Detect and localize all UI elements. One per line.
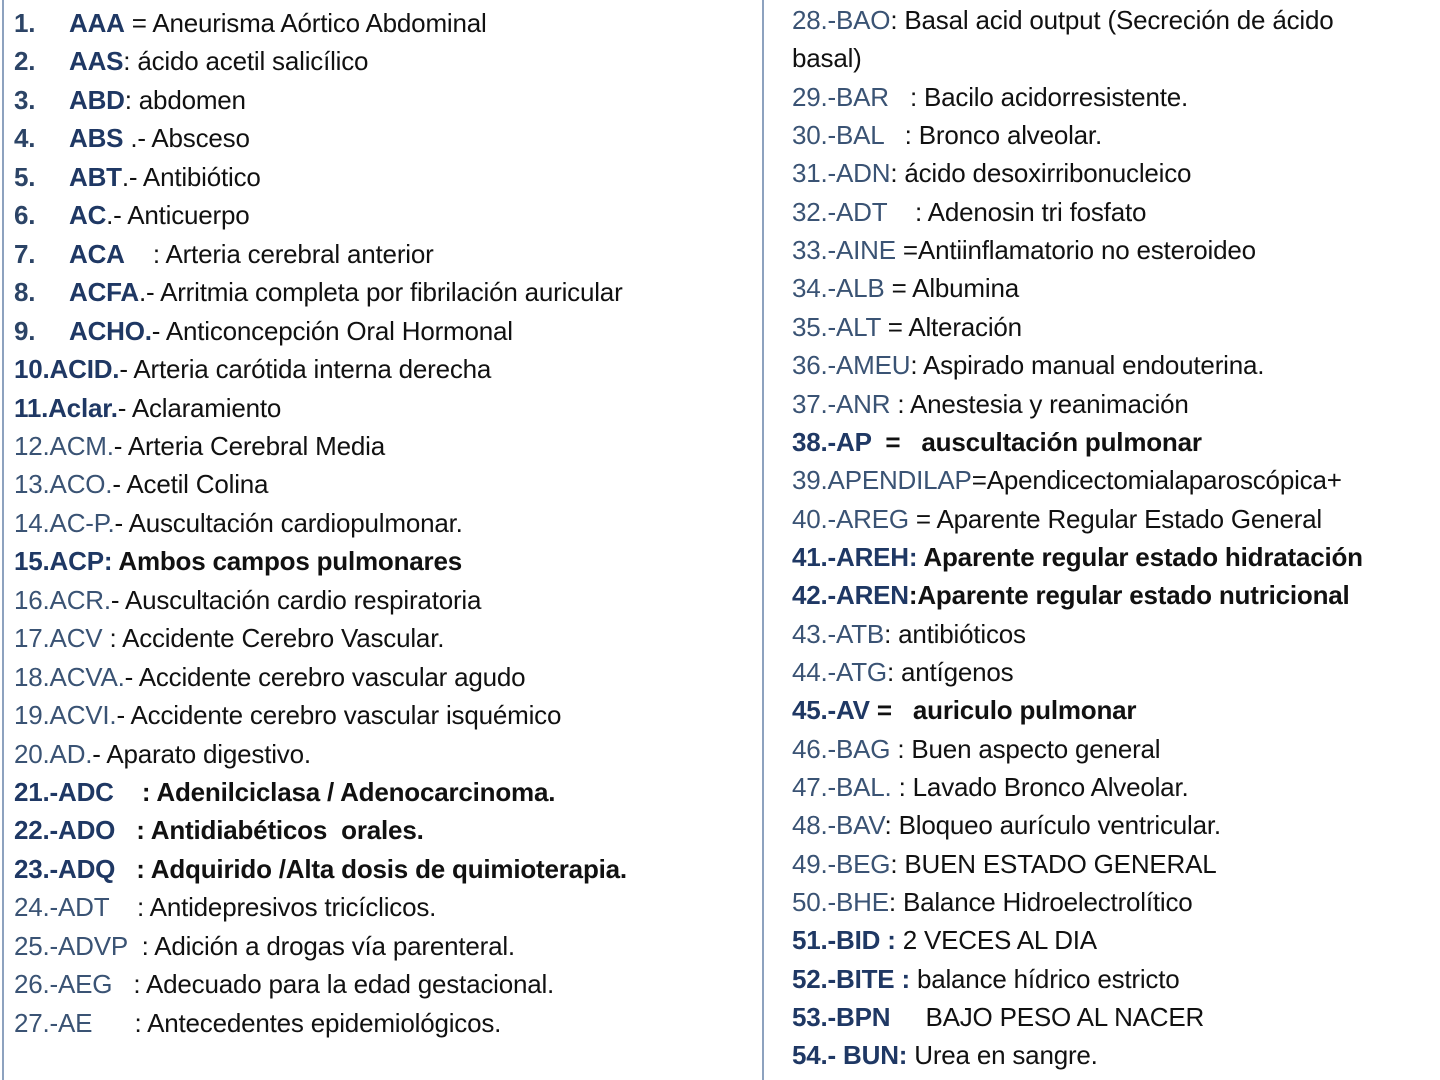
separator: : (888, 887, 903, 918)
separator: : (112, 969, 147, 1000)
item-number: 7. (14, 238, 36, 269)
separator: : (884, 810, 899, 841)
abbreviation: AINE (836, 235, 896, 266)
abbreviation: ACA (69, 238, 125, 269)
separator: : (115, 815, 151, 846)
abbreviation-item (792, 350, 1264, 380)
definition: Auscultación cardiopulmonar. (128, 507, 463, 538)
item-number: 33.- (792, 235, 837, 266)
definition: Alteración (908, 311, 1022, 342)
separator (896, 925, 903, 955)
separator: : (890, 848, 905, 879)
item-number: 43.- (792, 618, 837, 649)
definition: Bacilo acidorresistente. (924, 81, 1189, 112)
separator: .- (121, 161, 143, 192)
definition: antígenos (901, 656, 1014, 687)
abbreviation-item (14, 892, 436, 922)
abbreviation: ADT (58, 892, 109, 923)
abbreviation: BHE (836, 887, 889, 918)
abbreviation-item (14, 200, 250, 230)
item-number: 38.- (792, 426, 837, 457)
abbreviation: BAL (836, 120, 884, 151)
definition: Antiinflamatorio no esteroideo (917, 235, 1256, 266)
item-number: 18. (14, 661, 50, 692)
separator: - (119, 354, 134, 385)
item-number: 8. (14, 277, 36, 308)
separator: : (127, 930, 155, 961)
abbreviation: ACVI. (49, 700, 117, 731)
separator: : (108, 892, 150, 923)
separator: - (113, 430, 128, 461)
abbreviation: ABS (69, 123, 124, 154)
item-number: 36.- (792, 350, 837, 381)
abbreviation-item (792, 657, 1013, 687)
abbreviation-item (792, 43, 862, 73)
abbreviation-item (792, 82, 1188, 112)
abbreviation-item (14, 969, 554, 999)
separator: - (116, 700, 131, 731)
abbreviation-item (792, 465, 1342, 495)
separator: : (113, 777, 157, 807)
abbreviation-item (14, 393, 281, 423)
abbreviation: ADVP (58, 930, 128, 961)
separator: .- (123, 123, 152, 154)
definition: Antidiabéticos orales. (150, 815, 424, 846)
abbreviation-item (14, 277, 623, 307)
item-number: 51.- (792, 925, 837, 956)
item-number: 49.- (792, 848, 837, 879)
item-number: 45.- (792, 695, 837, 726)
item-number: 9. (14, 315, 36, 346)
item-number: 27.- (14, 1007, 59, 1038)
separator: : (124, 84, 139, 115)
definition: Aclaramiento (131, 392, 282, 423)
item-number: 16. (14, 584, 50, 615)
abbreviation: AE (58, 1007, 93, 1038)
separator: : (92, 1007, 148, 1038)
abbreviation: BAV (836, 810, 885, 841)
abbreviation-item (792, 5, 1333, 35)
separator: - (112, 469, 127, 500)
abbreviation-item (792, 619, 1026, 649)
abbreviation: AD. (49, 738, 93, 769)
abbreviation-item (792, 389, 1189, 419)
item-number: 30.- (792, 120, 837, 151)
item-number: 21.- (14, 777, 59, 807)
abbreviation: AV (836, 695, 870, 726)
abbreviation-item (792, 120, 1102, 150)
abbreviation-item (14, 354, 491, 384)
definition: Aparato digestivo. (106, 738, 311, 769)
abbreviation-item (792, 810, 1221, 840)
item-number: 24.- (14, 892, 59, 923)
definition: Balance Hidroelectrolítico (902, 887, 1193, 918)
abbreviation: AC-P. (49, 507, 115, 538)
separator: : (883, 120, 919, 151)
item-number: 29.- (792, 81, 837, 112)
abbreviation: BAR (836, 81, 889, 112)
item-number: 26.- (14, 969, 59, 1000)
abbreviation-item (14, 469, 268, 499)
abbreviation: AREG (836, 503, 909, 534)
abbreviation-item (792, 504, 1322, 534)
abbreviation: BEG (836, 848, 891, 879)
separator: : (884, 618, 899, 649)
abbreviation: Aclar. (48, 392, 118, 423)
item-number: 5. (14, 161, 36, 192)
separator: .- (106, 200, 128, 231)
abbreviation-item (14, 316, 513, 346)
separator: : (890, 5, 905, 35)
abbreviation: ACO. (49, 469, 113, 500)
abbreviation-item (792, 1040, 1098, 1070)
abbreviation: ATG (836, 656, 887, 687)
separator (890, 1002, 925, 1032)
abbreviation-item (14, 123, 250, 153)
definition: Auscultación cardio respiratoria (124, 584, 482, 615)
item-number: 35.- (792, 311, 837, 342)
abbreviation: APENDILAP (827, 465, 972, 496)
item-number: 25.- (14, 930, 59, 961)
abbreviation-item (14, 777, 555, 807)
item-number: 34.- (792, 273, 837, 304)
abbreviation: ANR (836, 388, 891, 419)
item-number: 14. (14, 507, 50, 538)
separator: : (123, 46, 138, 77)
abbreviation-item (14, 8, 487, 38)
separator: - (124, 661, 139, 692)
separator: : (890, 733, 912, 764)
abbreviation: ACM. (49, 430, 114, 461)
definition: Adecuado para la edad gestacional. (146, 969, 555, 1000)
separator: : (886, 196, 928, 227)
definition: auscultación pulmonar (921, 426, 1202, 457)
abbreviation-item (14, 931, 515, 961)
definition: 2 VECES AL DIA (902, 925, 1097, 956)
separator (910, 964, 917, 994)
definition: Accidente Cerebro Vascular. (122, 623, 445, 654)
definition: Acetil Colina (126, 469, 269, 500)
separator: = (880, 311, 909, 342)
abbreviation-item (14, 700, 561, 730)
item-number: 23.- (14, 853, 59, 884)
abbreviation-item (14, 585, 481, 615)
abbreviation: BAL. (836, 772, 892, 802)
separator: - (117, 392, 132, 423)
item-number: 31.- (792, 158, 837, 189)
abbreviation-item (14, 623, 444, 653)
definition: Antidepresivos tricíclicos. (149, 892, 437, 923)
separator: : (124, 238, 166, 269)
definition: Aparente regular estado hidratación (923, 541, 1363, 572)
abbreviation: ACFA (69, 277, 139, 308)
abbreviation-item (792, 273, 1019, 303)
definition: Basal acid output (Secreción de ácido (904, 5, 1334, 35)
definition: Arritmia completa por fibrilación auricular (160, 277, 623, 308)
abbreviation-item (14, 85, 246, 115)
abbreviation-item (792, 158, 1191, 188)
abbreviation-item (792, 887, 1193, 917)
item-number: 3. (14, 84, 36, 115)
separator: = (124, 8, 153, 38)
abbreviation: ACHO. (69, 315, 152, 346)
definition: antibióticos (898, 618, 1026, 649)
separator: - (92, 738, 107, 769)
item-number: 47.- (792, 772, 837, 802)
separator: = (971, 465, 987, 496)
abbreviation-item (792, 964, 1180, 994)
abbreviation: BID : (836, 925, 896, 956)
abbreviation-item (792, 197, 1146, 227)
item-number: 12. (14, 430, 50, 461)
definition: Adenosin tri fosfato (927, 196, 1147, 227)
separator: = (871, 426, 922, 457)
item-number: 13. (14, 469, 50, 500)
abbreviation-item (14, 854, 627, 884)
item-number: 52.- (792, 963, 837, 994)
item-number: 50.- (792, 887, 837, 918)
abbreviation: AREH: (836, 541, 918, 572)
definition: ácido acetil salicílico (137, 46, 369, 77)
abbreviation: ADQ (58, 853, 116, 884)
definition: Arteria Cerebral Media (127, 430, 385, 461)
abbreviation: ABT (69, 161, 122, 192)
definition: Arteria cerebral anterior (165, 238, 434, 269)
abbreviation: BPN (836, 1002, 891, 1033)
abbreviation-item (792, 542, 1363, 572)
definition: Lavado Bronco Alveolar. (912, 772, 1189, 802)
item-number: 44.- (792, 656, 837, 687)
definition: Aparente regular estado nutricional (917, 580, 1350, 611)
separator: : (908, 580, 918, 611)
item-number: 53.- (792, 1002, 837, 1033)
definition: ácido desoxirribonucleico (904, 158, 1192, 189)
abbreviation: AEG (58, 969, 113, 1000)
separator: .- (138, 277, 161, 308)
definition: BUEN ESTADO GENERAL (904, 848, 1217, 879)
item-number: 32.- (792, 196, 837, 227)
definition: Adquirido /Alta dosis de quimioterapia. (150, 853, 627, 884)
definition: Aparente Regular Estado General (936, 503, 1323, 534)
separator: - (151, 315, 166, 346)
abbreviation: AMEU (836, 350, 911, 381)
separator: = (895, 235, 918, 266)
item-number: 39. (792, 465, 828, 496)
item-number: 37.- (792, 388, 837, 419)
item-number: 41.- (792, 541, 837, 572)
definition: Bronco alveolar. (918, 120, 1102, 151)
abbreviation-item (14, 431, 385, 461)
separator: : (115, 853, 151, 884)
separator: : (891, 772, 913, 802)
definition: Antibiótico (142, 161, 261, 192)
abbreviation: ALT (836, 311, 881, 342)
abbreviation-item (14, 739, 311, 769)
definition: Urea en sangre. (914, 1040, 1098, 1071)
abbreviation: ACP: (49, 546, 113, 577)
abbreviation: ACR. (49, 584, 111, 615)
item-number: 42.- (792, 580, 837, 611)
abbreviation: ADN (836, 158, 891, 189)
abbreviation-item (792, 580, 1350, 610)
definition: Adición a drogas vía parenteral. (154, 930, 515, 961)
separator: : (910, 350, 923, 381)
abbreviation: AC (69, 200, 107, 231)
item-number: 22.- (14, 815, 59, 846)
abbreviation-item (14, 508, 463, 538)
definition: abdomen (138, 84, 246, 115)
definition: Apendicectomialaparoscópica+ (986, 465, 1342, 496)
abbreviation: BAO (836, 5, 891, 35)
definition: basal) (792, 43, 862, 74)
abbreviation-item (14, 815, 424, 845)
abbreviation: ALB (836, 273, 885, 304)
item-number: 6. (14, 200, 36, 231)
abbreviation-item (792, 925, 1097, 955)
abbreviation: AP (836, 426, 872, 457)
definition: Aspirado manual endouterina. (922, 350, 1265, 381)
abbreviation: BUN: (836, 1040, 908, 1071)
separator: : (886, 656, 901, 687)
abbreviation-item (792, 235, 1256, 265)
definition: Arteria carótida interna derecha (133, 354, 492, 385)
abbreviation-item (14, 162, 261, 192)
separator: = (884, 273, 913, 304)
abbreviation-item (14, 1008, 501, 1038)
definition: Albumina (912, 273, 1019, 304)
abbreviation: AAS (69, 46, 124, 77)
definition: Anticuerpo (127, 200, 250, 231)
abbreviation: BITE : (836, 963, 910, 994)
item-number: 2. (14, 46, 36, 77)
abbreviation-item (14, 662, 525, 692)
separator: - (110, 584, 125, 615)
item-number: 54.- (792, 1040, 837, 1071)
abbreviation: ACID. (49, 354, 120, 385)
definition: Anticoncepción Oral Hormonal (165, 315, 513, 346)
abbreviation: AREN (836, 580, 909, 611)
item-number: 28.- (792, 5, 837, 35)
item-number: 48.- (792, 810, 837, 841)
definition: Buen aspecto general (911, 733, 1161, 764)
item-number: 10. (14, 354, 50, 385)
separator: : (102, 623, 123, 654)
abbreviation: ABD (69, 84, 125, 115)
separator: - (114, 507, 129, 538)
definition: Aneurisma Aórtico Abdominal (152, 8, 487, 38)
definition: Ambos campos pulmonares (118, 546, 462, 577)
item-number: 17. (14, 623, 50, 654)
item-number: 15. (14, 546, 50, 577)
definition: auriculo pulmonar (912, 695, 1137, 726)
abbreviation: ADT (836, 196, 887, 227)
abbreviation: ACVA. (49, 661, 125, 692)
separator: : (890, 158, 905, 189)
definition: balance hídrico estricto (916, 963, 1180, 994)
separator: : (888, 81, 925, 112)
separator: = (869, 695, 913, 726)
definition: Accidente cerebro vascular agudo (138, 661, 526, 692)
abbreviation-item (14, 546, 462, 576)
abbreviation-item (792, 695, 1136, 725)
definition: Accidente cerebro vascular isquémico (130, 700, 562, 731)
abbreviation: AAA (69, 8, 125, 38)
item-number: 19. (14, 700, 50, 731)
abbreviation-item (14, 239, 434, 269)
separator: = (908, 503, 937, 534)
definition: Adenilciclasa / Adenocarcinoma. (156, 777, 556, 807)
definition: Absceso (151, 123, 250, 154)
abbreviation: BAG (836, 733, 891, 764)
definition: BAJO PESO AL NACER (925, 1002, 1205, 1033)
item-number: 1. (14, 8, 36, 38)
left-column (2, 0, 764, 1080)
abbreviation-item (792, 1002, 1204, 1032)
definition: Antecedentes epidemiológicos. (147, 1007, 502, 1038)
abbreviation: ADC (58, 777, 114, 807)
abbreviation: ACV (49, 623, 103, 654)
abbreviation-item (14, 46, 368, 76)
item-number: 4. (14, 123, 36, 154)
abbreviation: ADO (58, 815, 116, 846)
abbreviation-item (792, 734, 1160, 764)
abbreviation-item (792, 312, 1022, 342)
definition: Anestesia y reanimación (909, 388, 1189, 419)
item-number: 46.- (792, 733, 837, 764)
abbreviation-item (792, 772, 1189, 802)
separator: : (890, 388, 910, 419)
definition: Bloqueo aurículo ventricular. (898, 810, 1221, 841)
item-number: 40.- (792, 503, 837, 534)
abbreviation: ATB (836, 618, 885, 649)
abbreviation-item (792, 427, 1202, 457)
abbreviation-item (792, 849, 1217, 879)
item-number: 11. (14, 392, 49, 423)
item-number: 20. (14, 738, 50, 769)
